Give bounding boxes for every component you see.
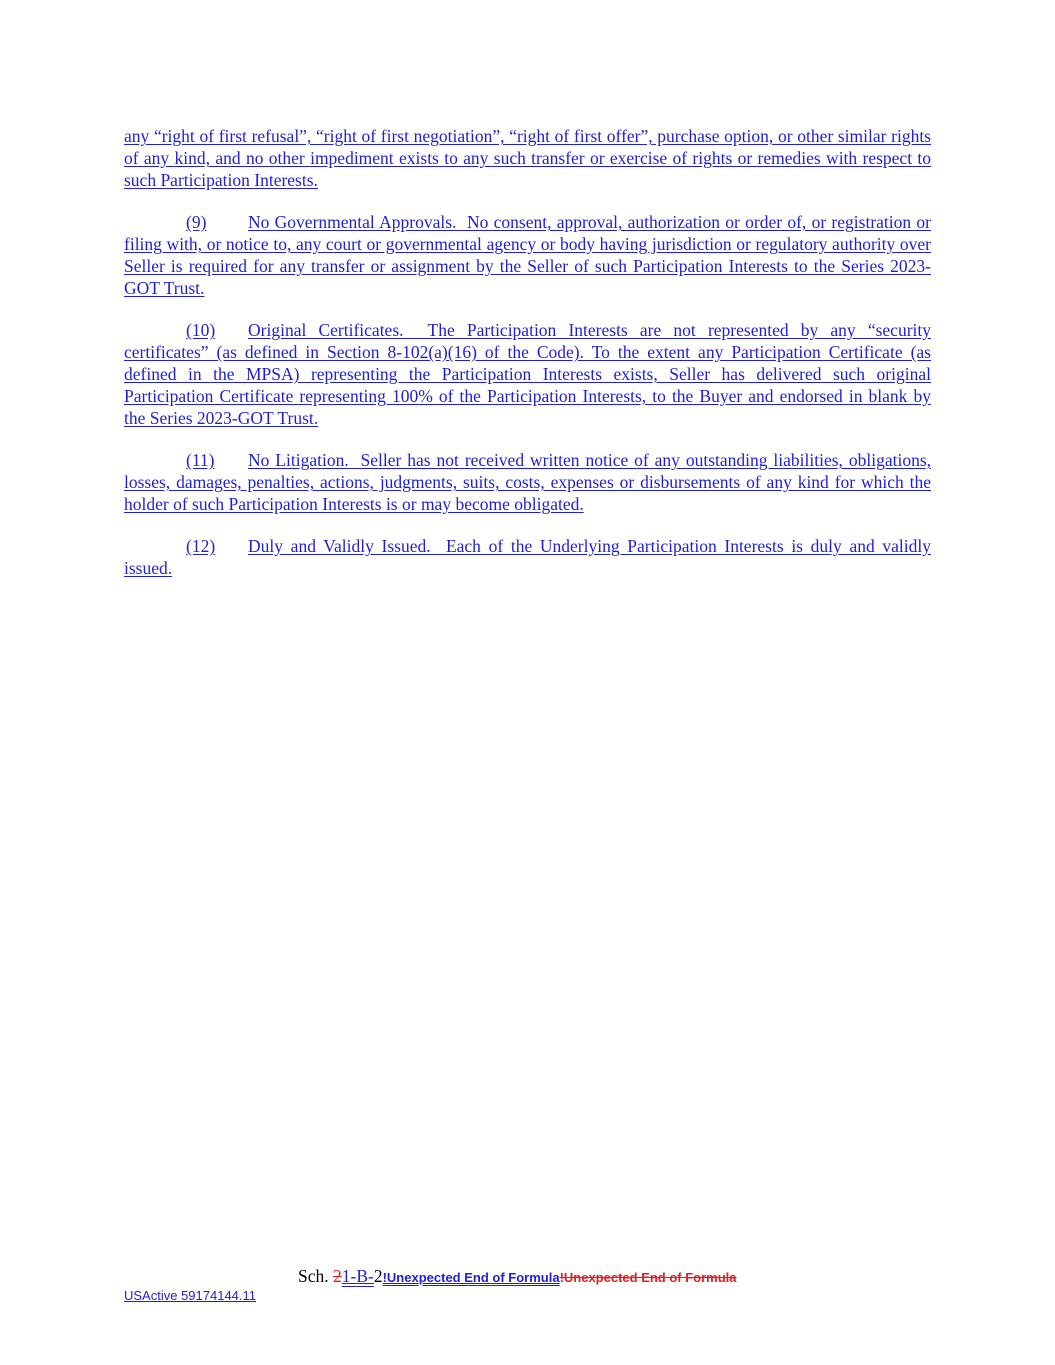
footer-inserted-digit: 1 [341,1266,351,1286]
footer-page-number: 2 [373,1266,383,1286]
paragraph-11 [124,449,931,515]
paragraph-text: The Participation Interests are not represented by any “security certificates” (as defined in Section 8-102(a)(16) of the Code). To the extent any Participation Certificate (as defined in the MPSA) representing the Participation Interests exists, Seller has delivered such original Participation Certificate representing 100% of the Participation Interests, to the Buyer and endorsed in blank by the Series 2023-GOT Trust. [124,320,931,428]
footer-formula-deleted: !Unexpected End of Formula [559,1270,737,1285]
paragraph-text: No consent, approval, authorization or order of, or registration or filing with, or notice to, any court or governmental agency or body having jurisdiction or regulatory authority over Seller is required for any transfer or assignment by the Seller of such Participation Interests to the Series 2023-GOT Trust. [124,212,931,298]
footer-prefix: Sch. [298,1266,333,1286]
paragraph-number: (12) [186,536,216,556]
paragraph-heading: No Litigation. [248,450,349,470]
footer-letter: B [356,1266,369,1286]
paragraph-number: (9) [186,212,207,232]
paragraph-heading: Duly and Validly Issued. [248,536,431,556]
footer-dash: - [350,1266,357,1286]
paragraph-9 [124,211,931,299]
paragraph-12 [124,535,931,579]
paragraph-continuation [124,125,931,191]
document-id: USActive 59174144.11 [124,1288,257,1303]
paragraph-10 [124,319,931,429]
paragraph-text: any “right of first refusal”, “right of first negotiation”, “right of first offer”, purchase option, or other similar rights of any kind, and no other impediment exists to any such transfer or exercise of rights or remedies with respect to such Participation Interests. [124,126,931,190]
footer-deleted-digit: 2 [333,1266,342,1286]
paragraph-number: (10) [186,320,216,340]
document-body [124,125,931,599]
footer-dash: - [368,1266,374,1286]
paragraph-heading: Original Certificates. [248,320,404,340]
paragraph-text: Seller has not received written notice of any outstanding liabilities, obligations, losses, damages, penalties, actions, judgments, suits, costs, expenses or disbursements of any kind for which the holder of such Participation Interests is or may become obligated. [124,450,932,514]
paragraph-text: Each of the Underlying Participation Interests is duly and validly issued. [124,536,931,578]
paragraph-number: (11) [186,450,215,470]
paragraph-heading: No Governmental Approvals. [248,212,457,232]
footer-formula-inserted: !Unexpected End of Formula [382,1270,560,1285]
page-footer [298,1266,737,1287]
